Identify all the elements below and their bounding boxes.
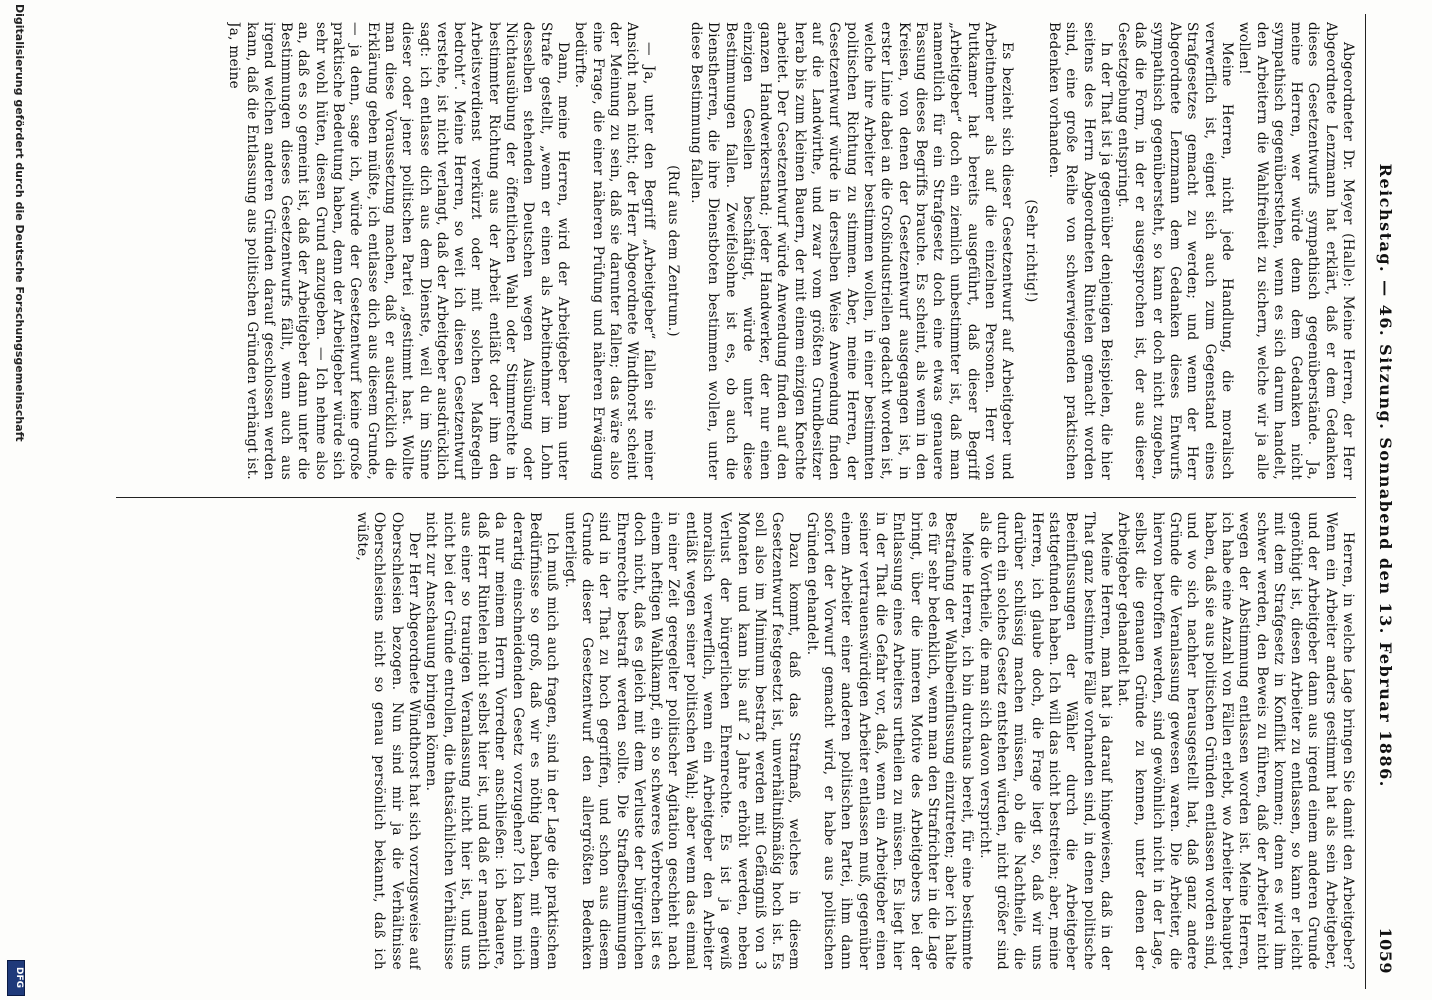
left-text-column [116,22,1356,480]
paragraph: Dann, meine Herren, wird der Arbeitgeber bann unter Strafe gestellt, „wenn er einen als Arbeitnehmer im Lohn desselben stehenden Deutschen wegen Ausübung oder Nichtausübung der öffentlichen Wahl oder Stimmrechte in bestimmter Richtung aus der Arbeit entläßt oder ihm den Arbeitsverdienst verkürzt oder mit solchen Maßregeln bedroht“. Meine Herren, so weit ich diesen Gesetzentwurf verstehe, ist nicht verlangt, daß der Arbeitgeber ausdrücklich sagt: ich entlasse dich aus dem Dienste, weil du im Sinne dieser oder jener politischen Partei „gestimmt hast. Wollte man diese Voraussetzung machen, daß er ausdrücklich die Erklärung geben müßte, ich entlasse dich aus diesem Grunde, — ja denn, sage ich, würde der Gesetzentwurf keine große praktische Bedeutung haben, denn der Arbeitgeber würde sich sehr wohl hüten, diesen Grund anzugeben. — Ich nehme also an, daß es so gemeint ist, daß der Arbeitgeber dann unter die Bestimmungen dieses Gesetzentwurfs fällt, wenn auch aus irgend welchen anderen Gründen darauf geschlossen werden kann, daß die Entlassung aus politischen Gründen verhängt ist. Ja, meine [226,22,571,480]
page-title: Reichstag. — 46. Sitzung. Sonnabend den 13. Februar 1886. [1376,163,1396,788]
paragraph: In der That ist ja gegenüber denjenigen Beispielen, die hier seitens des Herrn Abgeordneten Rintelen gemacht worden sind, eine große Reihe von schwerwiegenden praktischen Bedenken vorhanden. [1045,22,1114,480]
paragraph: Abgeordneter Dr. Meyer (Halle): Meine Herren, der Herr Abgeordnete Lenzmann hat erklärt, daß er dem Gedanken dieses Gesetzentwurfs sympathisch gegenüberstände. Ja, meine Herren, wer würde denn dem Gedanken nicht sympathisch gegenüberstehen, wenn es sich darum handelt, den Arbeitern die Wahlfreiheit zu sichern, welche wir ja alle wollen! [1236,22,1356,480]
paragraph: — Ja, unter den Begriff „Arbeitgeber“ fallen sie meiner Ansicht nach nicht; der Herr Abgeordnete Windthorst scheint der Meinung zu sein, daß sie darunter fallen; das wäre also eine Frage, die einer näheren Prüfung und näheren Erwägung bedürfte. [572,22,658,480]
page-header [1372,24,1400,974]
paragraph: Meine Herren, nicht jede Handlung, die moralisch verwerflich ist, eignet sich auch zum Gegenstand eines Strafgesetzes gemacht zu werden; und wenn der Herr Abgeordnete Lenzmann dem Gedanken dieses Entwurfs sympathisch gegenübersteht, so kann er doch nicht zugeben, daß die Form, in der er ausgesprochen ist, der aus dieser Gesetzgebung entspringt. [1115,22,1235,480]
interjection: (Ruf aus dem Zentrum.) [664,165,681,337]
paragraph: Der Herr Abgeordnete Windthorst hat sich vorzugsweise auf Oberschlesien bezogen. Nun sind mir ja die Verhältnisse Oberschlesiens nicht so genau persönlich bekannt, daß ich wüßte, [354,512,422,970]
credit-text: Digitalisierung gefördert durch die Deutsche Forschungsgemeinschaft [13,4,26,442]
paragraph: Meine Herren, ich bin durchaus bereit, für eine bestimmte Bestrafung der Wahlbeeinflussung einzutreten; aber ich halte es für sehr bedenklich, wenn man den Strafrichter in die Lage bringt, über die inneren Motive des Arbeitgebers bei der Entlassung eines Arbeiters urtheilen zu müssen. Es liegt hier in der That die Gefahr vor, daß, wenn ein Arbeitgeber einen seiner vertrauenswürdigen Arbeiter entlassen muß, gegenüber einem Arbeiter einer anderen politischen Partei, ihm dann sofort der Vorwurf gemacht wird, er habe aus politischen Gründen gehandelt. [803,512,976,970]
paragraph: Herren, in welche Lage bringen Sie damit den Arbeitgeber? Wenn ein Arbeiter anders gestimmt hat als sein Arbeitgeber, und der Arbeitgeber dann aus irgend einem anderen Grunde genöthigt ist, diesen Arbeiter zu entlassen, so kann er leicht mit dem Strafgesetz in Konflikt kommen; denn es wird ihm schwer werden, den Beweis zu führen, daß der Arbeiter nicht wegen der Abstimmung entlassen worden ist. Meine Herren, ich habe eine Anzahl von Fällen erlebt, wo Arbeiter behauptet haben, daß sie aus politischen Gründen entlassen worden sind, und wo sich nachher herausgestellt hat, daß ganz andere Gründe die Veranlassung gewesen waren. Die Arbeiter, die hiervon betroffen werden, sind gewöhnlich nicht in der Lage, selbst die genauen Gründe zu kennen, unter denen der Arbeitgeber gehandelt hat. [1115,512,1356,970]
column-divider [116,497,1356,498]
paragraph: Es bezieht sich dieser Gesetzentwurf auf Arbeitgeber und Arbeitnehmer als auf die einzelnen Personen. Herr von Puttkamer hat bereits ausgeführt, daß dieser Begriff „Arbeitgeber“ doch ein ziemlich unbestimmter ist, daß man namentlich für ein Strafgesetz doch eine etwas genauere Fassung dieses Begriffs brauche. Es scheint, als wenn in den Kreisen, von denen der Gesetzentwurf ausgegangen ist, in erster Linie dabei an die Großindustriellen gedacht worden ist, welche ihre Arbeiter bestimmen wollen, in einer bestimmten politischen Richtung zu stimmen. Aber, meine Herren, der Gesetzentwurf würde in derselben Weise Anwendung finden auf die Landwirthe, und zwar vom größten Grundbesitzer herab bis zum kleinen Bauern, der mit einem einzigen Knechte arbeitet. Der Gesetzentwurf würde Anwendung finden auf den ganzen Handwerkerstand; jeder Handwerker, der nur einen einzigen Gesellen beschäftigt, würde unter diese Bestimmungen fallen. Zweifelsohne ist es, ob auch die Dienstherren, die ihre Dienstboten bestimmen wollen, unter diese Bestimmung fallen. [688,22,1016,480]
rotated-document-page [100,14,1400,989]
dfg-logo-icon [7,960,25,996]
interjection: (Sehr richtig!) [1022,199,1039,303]
page-number: 1059 [1376,927,1396,974]
dfg-logo-text: DFG [14,967,24,989]
paragraph: Dazu kommt, daß das Strafmaß, welches in diesem Gesetzentwurf festgesetzt ist, unverhältnißmäßig hoch ist. Es soll also im Minimum bestraft werden mit Gefängniß von 3 Monaten und kann bis auf 2 Jahre erhöht werden, neben Verlust der bürgerlichen Ehrenrechte. Es ist ja gewiß moralisch verwerflich, wenn ein Arbeitgeber den Arbeiter entläßt wegen seiner politischen Wahl; aber wenn das einmal in einer Zeit geregelter politischer Agitation geschieht nach einem heftigen Wahlkampf, ein so schweres Verbrechen ist es doch nicht, daß es gleich mit dem Verluste der bürgerlichen Ehrenrechte bestraft werden sollte. Die Strafbestimmungen sind in der That zu hoch gegriffen, und schon aus diesem Grunde dieser Gesetzentwurf den allergrößten Bedenken unterliegt. [561,512,803,970]
paragraph: Meine Herren, man hat ja darauf hingewiesen, daß in der That ganz bestimmte Fälle vorhanden sind, in denen politische Beeinflussungen der Wähler durch die Arbeitgeber stattgefunden haben. Ich will das nicht bestreiten; aber, meine Herren, ich glaube doch, die Frage liegt so, daß wir uns darüber schlüssig machen müssen, ob die Nachtheile, die durch ein solches Gesetz entstehen würden, nicht größer sind als die Vortheile, die man sich davon verspricht. [976,512,1114,970]
header-rule [1365,14,1366,989]
digitization-credit [4,0,26,1000]
paragraph: Ich muß mich auch fragen, sind in der Lage die praktischen Bedürfnisse so groß, daß wir es nöthig haben, mit einem derartig einschneidenden Gesetz vorzugehen? Ich kann mich da nur meinem Herrn Vorredner anschließen: ich bedauere, daß Herr Rintelen nicht selbst hier ist, und daß er namentlich aus einer so traurigen Veranlassung nicht hier ist, und uns nicht bei der Gründe entrollen, die thatsächlichen Verhältnisse nicht zur Anschauung bringen können. [423,512,561,970]
right-text-column [116,512,1356,970]
